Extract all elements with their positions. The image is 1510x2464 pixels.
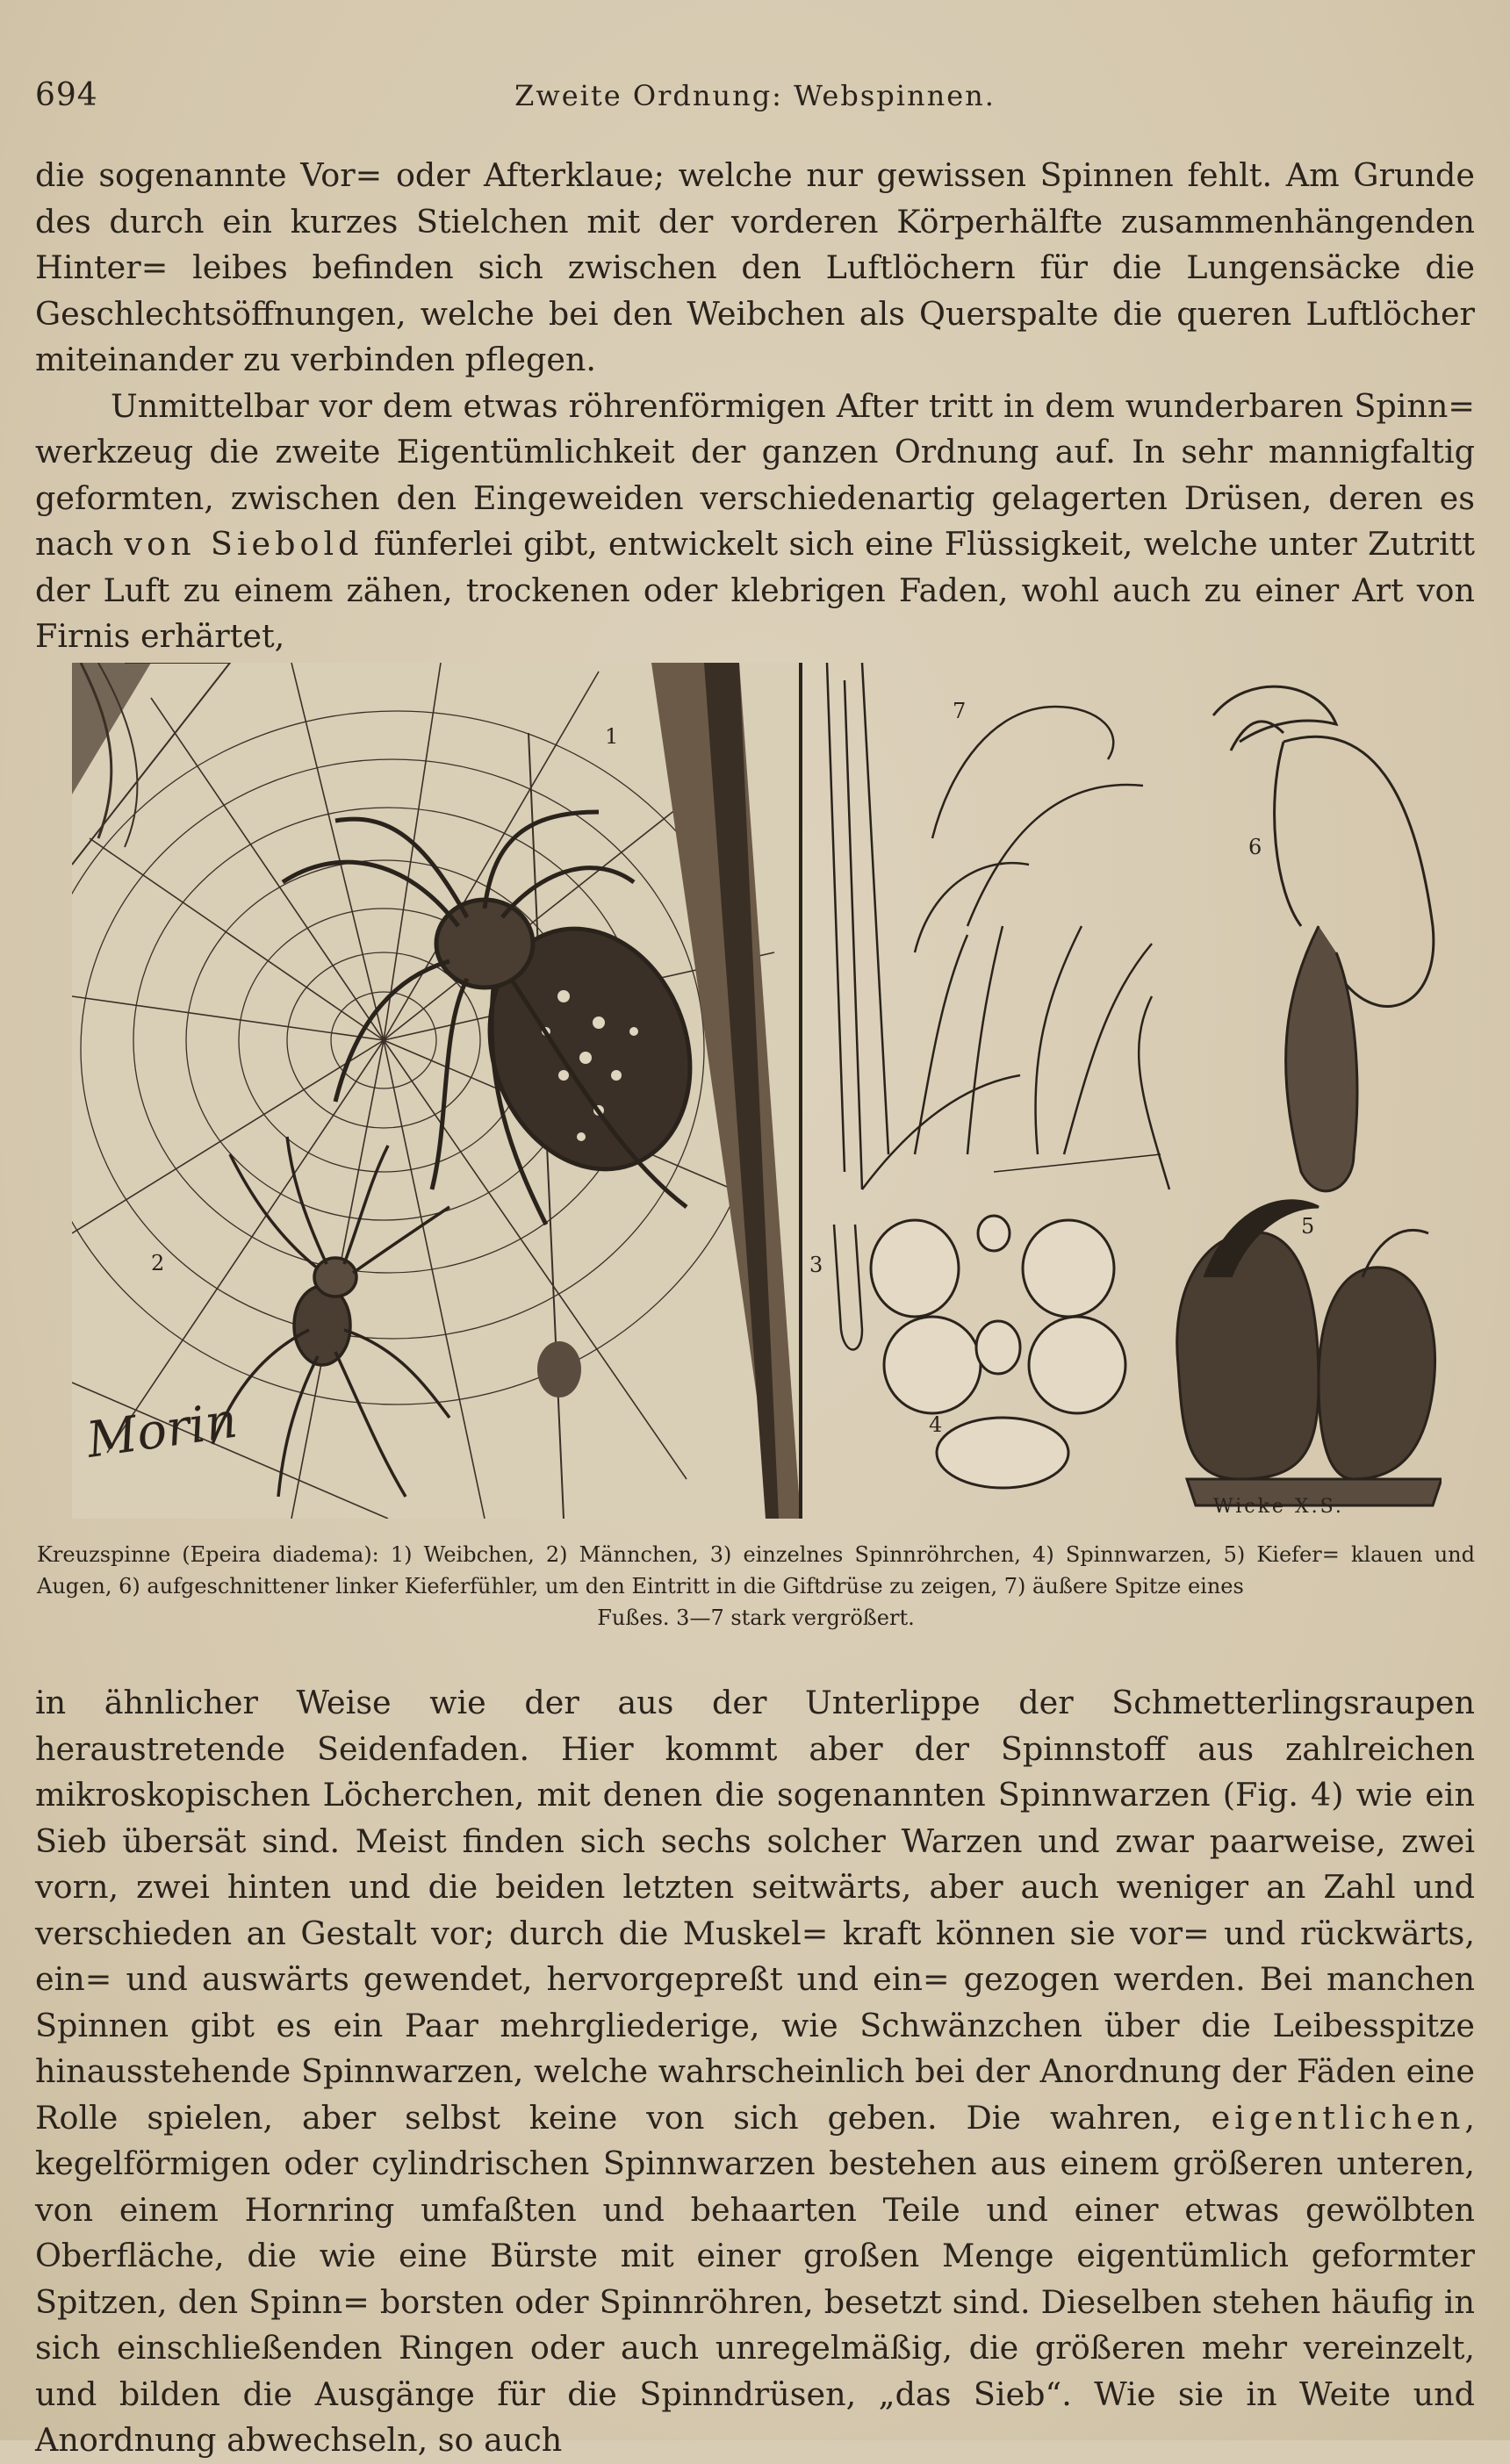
author-name: von Siebold (124, 525, 363, 563)
figure-label-7: 7 (953, 699, 967, 723)
running-head: Zweite Ordnung: Webspinnen. (514, 79, 996, 112)
body-text-top (35, 153, 1475, 660)
figure-label-1: 1 (605, 724, 619, 749)
paragraph (35, 1680, 1475, 2464)
engraver-signature: Wicke X.S. (1213, 1496, 1344, 1518)
figure-label-4: 4 (929, 1412, 943, 1437)
figure-label-2: 2 (151, 1251, 165, 1275)
figure-label-3: 3 (809, 1253, 823, 1277)
page-number: 694 (35, 77, 98, 113)
text-run: fünferlei gibt, entwickelt sich eine Flüssigkeit, welche unter Zutritt der Luft zu einem zähen, trockenen oder klebrigen Faden, wohl auch zu einer Art von Firnis erhärtet, (35, 525, 1475, 655)
foot-tip-drawing (827, 663, 1169, 1189)
artist-signature-left: Morin (83, 1391, 241, 1469)
figure-caption (37, 1539, 1475, 1634)
spinning-tube-drawing (834, 1225, 862, 1350)
figure-label-6: 6 (1248, 835, 1262, 859)
body-text-bottom (35, 1680, 1475, 2464)
fang-claws-drawing (1177, 1201, 1442, 1505)
chelicera-section-drawing (1213, 686, 1434, 1191)
paragraph (35, 384, 1475, 660)
caption-last-line: Fußes. 3—7 stark vergrößert. (597, 1606, 915, 1630)
paragraph: die sogenannte Vor= oder Afterklaue; welche nur gewissen Spinnen fehlt. Am Grunde des durch ein kurzes Stielchen mit der vorderen Körperhälfte zusammenhängenden Hinter= leibes befinden sich zwischen den Luftlöchern für die Lungensäcke die Geschlechtsöffnungen, welche bei den Weibchen als Querspalte die queren Luftlöcher miteinander zu verbinden pflegen. (35, 156, 1475, 378)
text-run: in ähnlicher Weise wie der aus der Unterlippe der Schmetterlingsraupen heraustretende Seidenfaden. Hier kommt aber der Spinnstoff aus zahlreichen mikroskopischen Löcherchen, mit denen die sogenannten Spinnwarzen (Fig. 4) wie ein Sieb übersät sind. Meist finden sich sechs solcher Warzen und zwar paarweise, zwei vorn, zwei hinten und die beiden letzten seitwärts, aber auch weniger an Zahl und verschieden an Gestalt vor; durch die Muskel= kraft können sie vor= und rückwärts, ein= und auswärts gewendet, hervorgepreßt und ein= gezogen werden. Bei manchen Spinnen gibt es ein Paar mehrgliederige, wie Schwänzchen über die Leibesspitze hinausstehende Spinnwarzen, welche wahrscheinlich bei der Anordnung der Fäden eine Rolle spielen, aber selbst keine von sich geben. Die wahren, (35, 1684, 1475, 2137)
text-run: , kegelförmigen oder cylindrischen Spinnwarzen bestehen aus einem größeren unteren, von einem Hornring umfaßten und behaarten Teile und einer etwas gewölbten Oberfläche, die wie eine Bürste mit einer großen Menge eigentümlich geformter Spitzen, den Spinn= borsten oder Spinnröhren, besetzt sind. Dieselben stehen häufig in sich einschließenden Ringen oder auch unregelmäßig, die größeren mehr vereinzelt, und bilden die Ausgänge für die Spinndrüsen, „das Sieb“. Wie sie in Weite und Anordnung abwechseln, so auch (35, 2098, 1475, 2459)
figure-label-5: 5 (1301, 1214, 1315, 1239)
page-header (35, 77, 1475, 121)
spinnerets-drawing (871, 1216, 1125, 1488)
text-run: Unmittelbar vor dem etwas röhrenförmigen After tritt in dem wunderbaren Spinn= werkzeug die zweite Eigentümlichkeit der ganzen Ordnung auf. In sehr mannigfaltig geformten, zwischen den Eingeweiden verschiedenartig gelagerten Drüsen, deren es nach (35, 386, 1475, 563)
engraving-figure (72, 663, 1442, 1519)
caption-text: Kreuzspinne (Epeira diadema): 1) Weibchen, 2) Männchen, 3) einzelnes Spinnröhrchen, 4) Spinnwarzen, 5) Kiefer= klauen und Augen, 6) aufgeschnittener linker Kieferfühler, um den Eintritt in die Giftdrüse zu zeigen, 7) äußere Spitze eines (37, 1542, 1475, 1598)
spider-illustration (72, 663, 1442, 1519)
emphasized-word: eigentlichen (1211, 2098, 1465, 2137)
prey-bundle-drawing (537, 1341, 581, 1397)
